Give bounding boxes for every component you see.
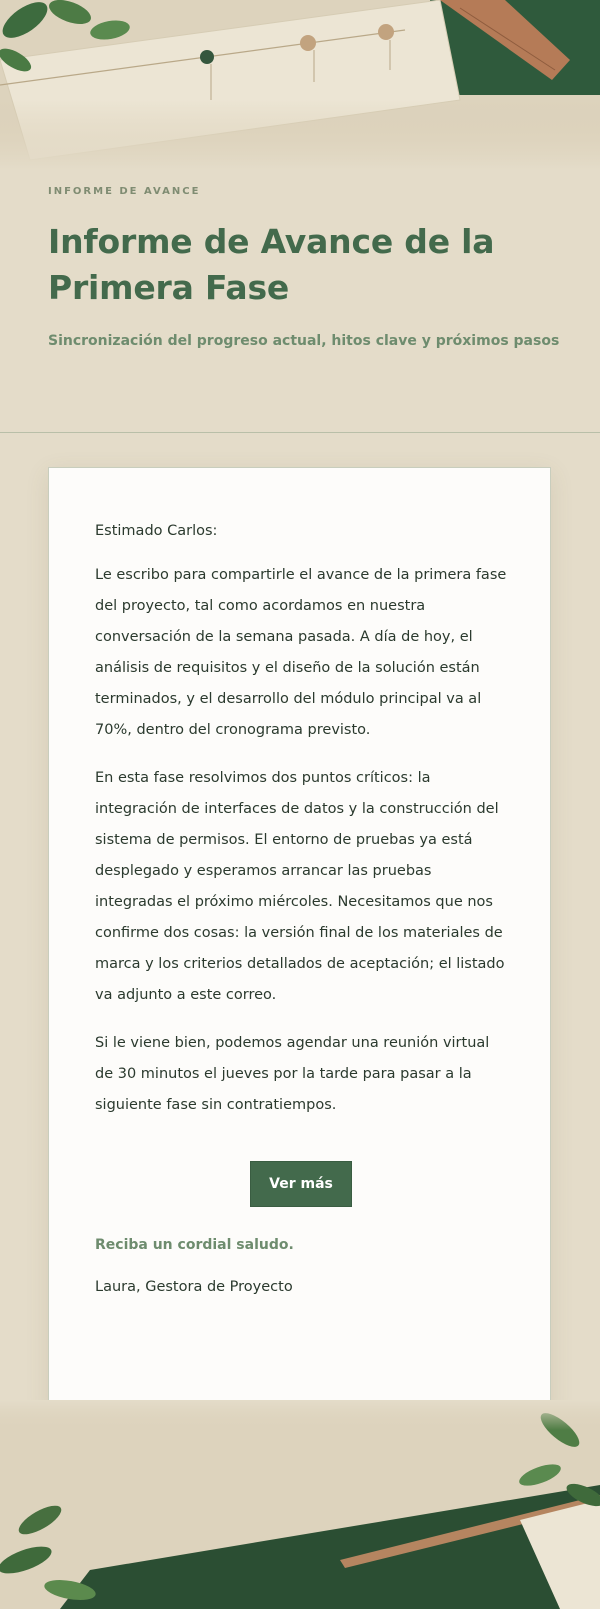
cta-container [95,1161,507,1207]
page-title: Informe de Avance de la Primera Fase [48,222,495,307]
paragraph-meeting: Si le viene bien, podemos agendar una reunión virtual de 30 minutos el jueves por la tarde para pasar a la siguiente fase sin contratiempos. [95,1035,490,1113]
see-more-button[interactable]: Ver más [250,1161,352,1207]
letter-body [95,516,507,1295]
signature: Laura, Gestora de Proyecto [95,1279,293,1295]
letter-card [48,467,551,1413]
email-header [48,186,568,349]
eyebrow-label: INFORME DE AVANCE [48,186,201,197]
hero-illustration [0,0,600,170]
closing-line: Reciba un cordial saludo. [95,1237,294,1253]
header-divider [0,432,600,433]
greeting: Estimado Carlos: [95,523,218,539]
paragraph-progress: Le escribo para compartirle el avance de la primera fase del proyecto, tal como acordamos en nuestra conversación de la semana pasada. A día de hoy, el análisis de requisitos y el diseño de la solución están terminados, y el desarrollo del módulo principal va al 70%, dentro del cronograma previsto. [95,567,507,738]
footer-illustration [0,1400,600,1609]
paragraph-critical-points: En esta fase resolvimos dos puntos críticos: la integración de interfaces de datos y la construcción del sistema de permisos. El entorno de pruebas ya está desplegado y esperamos arrancar las pruebas integradas el próximo miércoles. Necesitamos que nos confirme dos cosas: la versión final de los materiales de marca y los criterios detallados de aceptación; el listado va adjunto a este correo. [95,770,505,1003]
page-subtitle: Sincronización del progreso actual, hitos clave y próximos pasos [48,333,560,349]
